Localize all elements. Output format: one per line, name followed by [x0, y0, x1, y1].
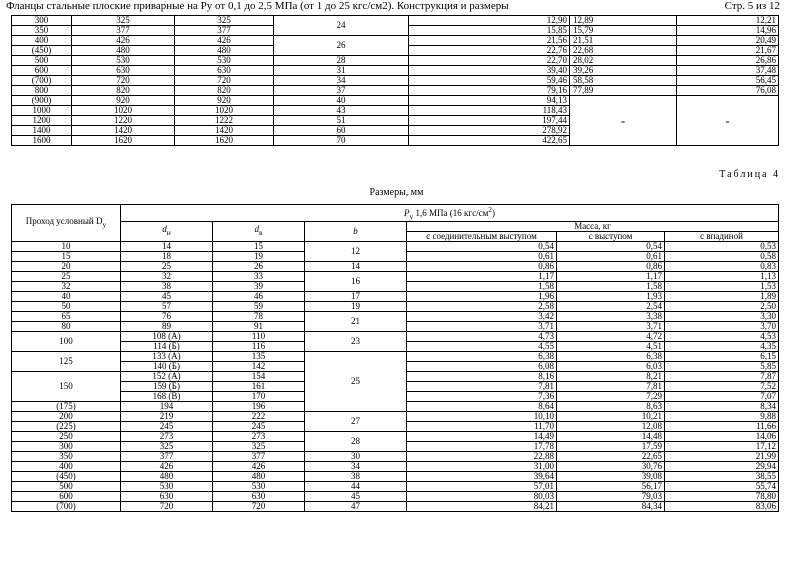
dv-cell: 142 — [213, 361, 305, 371]
mass-male-cell: 22,65 — [557, 451, 665, 461]
table-row — [12, 451, 779, 461]
dn-cell: 325 — [121, 441, 213, 451]
table-row — [12, 76, 779, 86]
dv-cell: 530 — [213, 481, 305, 491]
header-mass-male: с выступом — [557, 231, 665, 241]
dn-cell: 38 — [121, 281, 213, 291]
table-caption: Размеры, мм — [369, 187, 424, 198]
mass-male-cell: 79,03 — [557, 491, 665, 501]
mass-female-cell: 14,06 — [665, 431, 779, 441]
mass-female-cell: 21,99 — [665, 451, 779, 461]
table-row — [12, 331, 779, 341]
dv-cell: 273 — [213, 431, 305, 441]
dv-cell: 78 — [213, 311, 305, 321]
dn-cell: 377 — [121, 451, 213, 461]
mass-male-cell: 84,34 — [557, 501, 665, 511]
dv-cell: 426 — [175, 36, 274, 46]
mass-male-cell: 2,54 — [557, 301, 665, 311]
mass-raised-face-cell: 15,85 — [409, 26, 570, 36]
dn-cell: 76 — [121, 311, 213, 321]
dv-cell: 59 — [213, 301, 305, 311]
mass-raised-face-cell: 79,16 — [409, 86, 570, 96]
nominal-bore-cell: (450) — [12, 471, 121, 481]
mass-male-cell: 6,03 — [557, 361, 665, 371]
mass-female-cell: 83,06 — [665, 501, 779, 511]
table-number: Таблица 4 — [719, 169, 780, 180]
dn-cell: 530 — [72, 56, 175, 66]
b-cell: 12 — [305, 241, 407, 261]
dn-cell: 25 — [121, 261, 213, 271]
mass-male-cell: 12,89 — [570, 16, 677, 26]
mass-male-cell: 3,38 — [557, 311, 665, 321]
dn-cell: 133 (А) — [121, 351, 213, 361]
page-header — [0, 0, 793, 13]
b-cell: 34 — [305, 461, 407, 471]
mass-raised-face-cell: 1,58 — [407, 281, 557, 291]
mass-female-cell: 11,66 — [665, 421, 779, 431]
dv-cell: 480 — [213, 471, 305, 481]
header-mass: Масса, кг — [407, 221, 779, 231]
mass-raised-face-cell: 94,13 — [409, 96, 570, 106]
b-cell: 30 — [305, 451, 407, 461]
table-row — [12, 461, 779, 471]
dv-cell: 630 — [175, 66, 274, 76]
table-row — [12, 471, 779, 481]
nominal-bore-cell: (700) — [12, 76, 72, 86]
dn-cell: 108 (А) — [121, 331, 213, 341]
nominal-bore-cell: 1200 — [12, 116, 72, 126]
dn-cell: 426 — [72, 36, 175, 46]
mass-raised-face-cell: 3,71 — [407, 321, 557, 331]
dn-cell: 245 — [121, 421, 213, 431]
dn-cell: 1420 — [72, 126, 175, 136]
table-row — [12, 291, 779, 301]
b-cell: 60 — [274, 126, 409, 136]
dv-cell: 110 — [213, 331, 305, 341]
dn-cell: 1620 — [72, 136, 175, 146]
b-cell: 14 — [305, 261, 407, 271]
mass-male-cell: 6,38 — [557, 351, 665, 361]
dn-cell: 426 — [121, 461, 213, 471]
mass-raised-face-cell: 31,00 — [407, 461, 557, 471]
mass-raised-face-cell: 39,40 — [409, 66, 570, 76]
nominal-bore-cell: 300 — [12, 441, 121, 451]
nominal-bore-cell: 250 — [12, 431, 121, 441]
mass-male-cell: 4,72 — [557, 331, 665, 341]
mass-male-cell: 0,54 — [557, 241, 665, 251]
header-pressure: $P_у$ 1,6 МПа (16 кгс/$см^2$) — [121, 205, 779, 222]
flange-table-4 — [11, 204, 779, 512]
mass-raised-face-cell: 422,65 — [409, 136, 570, 146]
table-row — [12, 491, 779, 501]
header-dv: $d_в$ — [213, 221, 305, 241]
dn-cell: 273 — [121, 431, 213, 441]
mass-raised-face-cell: 14,49 — [407, 431, 557, 441]
nominal-bore-cell: 65 — [12, 311, 121, 321]
b-cell: 45 — [305, 491, 407, 501]
mass-raised-face-cell: 6,38 — [407, 351, 557, 361]
dn-cell: 1220 — [72, 116, 175, 126]
nominal-bore-cell: (700) — [12, 501, 121, 511]
dn-cell: 168 (В) — [121, 391, 213, 401]
dn-cell: 820 — [72, 86, 175, 96]
dv-cell: 820 — [175, 86, 274, 96]
mass-raised-face-cell: 22,76 — [409, 46, 570, 56]
b-cell: 25 — [305, 351, 407, 411]
dn-cell: 720 — [72, 76, 175, 86]
dv-cell: 135 — [213, 351, 305, 361]
dv-cell: 325 — [175, 16, 274, 26]
table-row — [12, 261, 779, 271]
mass-male-cell: 30,76 — [557, 461, 665, 471]
flange-table-continued — [11, 15, 779, 146]
mass-male-cell: 8,63 — [557, 401, 665, 411]
mass-female-cell: 7,87 — [665, 371, 779, 381]
dv-cell: 196 — [213, 401, 305, 411]
nominal-bore-cell: 400 — [12, 36, 72, 46]
nominal-bore-cell: 25 — [12, 271, 121, 281]
dv-cell: 920 — [175, 96, 274, 106]
b-cell: 44 — [305, 481, 407, 491]
nominal-bore-cell: (900) — [12, 96, 72, 106]
table-row — [12, 271, 779, 281]
mass-female-cell: 5,85 — [665, 361, 779, 371]
dn-cell: 480 — [72, 46, 175, 56]
mass-male-cell: - — [570, 96, 677, 146]
dn-cell: 630 — [72, 66, 175, 76]
dn-cell: 32 — [121, 271, 213, 281]
dv-cell: 161 — [213, 381, 305, 391]
dn-cell: 630 — [121, 491, 213, 501]
mass-female-cell: 9,88 — [665, 411, 779, 421]
mass-raised-face-cell: 22,70 — [409, 56, 570, 66]
nominal-bore-cell: 10 — [12, 241, 121, 251]
mass-female-cell: 0,58 — [665, 251, 779, 261]
nominal-bore-cell: (450) — [12, 46, 72, 56]
mass-female-cell: 1,89 — [665, 291, 779, 301]
page-number: Стр. 5 из 12 — [724, 0, 780, 12]
header-dn: $d_н$ — [121, 221, 213, 241]
nominal-bore-cell: 1600 — [12, 136, 72, 146]
nominal-bore-cell: 350 — [12, 26, 72, 36]
nominal-bore-cell: 600 — [12, 66, 72, 76]
dn-cell: 1020 — [72, 106, 175, 116]
dv-cell: 116 — [213, 341, 305, 351]
nominal-bore-cell: 50 — [12, 301, 121, 311]
mass-male-cell: 14,48 — [557, 431, 665, 441]
dn-cell: 219 — [121, 411, 213, 421]
dn-cell: 18 — [121, 251, 213, 261]
table-row — [12, 481, 779, 491]
b-cell: 37 — [274, 86, 409, 96]
nominal-bore-cell: 20 — [12, 261, 121, 271]
b-cell: 19 — [305, 301, 407, 311]
mass-male-cell: 3,71 — [557, 321, 665, 331]
mass-male-cell: 28,02 — [570, 56, 677, 66]
mass-male-cell: 8,21 — [557, 371, 665, 381]
dv-cell: 377 — [175, 26, 274, 36]
header-mass-female: с впадиной — [665, 231, 779, 241]
dn-cell: 152 (А) — [121, 371, 213, 381]
mass-female-cell: 38,55 — [665, 471, 779, 481]
nominal-bore-cell: 150 — [12, 371, 121, 401]
mass-male-cell: 22,68 — [570, 46, 677, 56]
mass-female-cell: 78,80 — [665, 491, 779, 501]
mass-female-cell: 37,48 — [677, 66, 779, 76]
mass-male-cell: 39,08 — [557, 471, 665, 481]
mass-raised-face-cell: 3,42 — [407, 311, 557, 321]
table-row — [12, 96, 779, 106]
nominal-bore-cell: 400 — [12, 461, 121, 471]
mass-female-cell: 1,13 — [665, 271, 779, 281]
dn-cell: 920 — [72, 96, 175, 106]
mass-male-cell: 77,89 — [570, 86, 677, 96]
mass-female-cell: 6,15 — [665, 351, 779, 361]
mass-raised-face-cell: 1,96 — [407, 291, 557, 301]
mass-female-cell: 8,34 — [665, 401, 779, 411]
mass-male-cell: 12,08 — [557, 421, 665, 431]
b-cell: 17 — [305, 291, 407, 301]
nominal-bore-cell: (175) — [12, 401, 121, 411]
header-mass-raised-face: с соединительным выступом — [407, 231, 557, 241]
mass-raised-face-cell: 11,70 — [407, 421, 557, 431]
mass-male-cell: 10,21 — [557, 411, 665, 421]
mass-female-cell: 26,86 — [677, 56, 779, 66]
dv-cell: 530 — [175, 56, 274, 66]
nominal-bore-cell: 300 — [12, 16, 72, 26]
document-title: Фланцы стальные плоские приварные на Ру от 0,1 до 2,5 МПа (от 1 до 25 кгс/см2). Конструкция и размеры — [6, 0, 509, 12]
mass-raised-face-cell: 22,88 — [407, 451, 557, 461]
mass-female-cell: 4,53 — [665, 331, 779, 341]
dn-cell: 377 — [72, 26, 175, 36]
dn-cell: 89 — [121, 321, 213, 331]
dn-cell: 159 (Б) — [121, 381, 213, 391]
dn-cell: 45 — [121, 291, 213, 301]
mass-raised-face-cell: 0,61 — [407, 251, 557, 261]
mass-raised-face-cell: 59,46 — [409, 76, 570, 86]
dn-cell: 114 (Б) — [121, 341, 213, 351]
dn-cell: 325 — [72, 16, 175, 26]
mass-female-cell: 7,07 — [665, 391, 779, 401]
mass-female-cell: 12,21 — [677, 16, 779, 26]
mass-male-cell: 0,86 — [557, 261, 665, 271]
nominal-bore-cell: (225) — [12, 421, 121, 431]
dn-cell: 480 — [121, 471, 213, 481]
nominal-bore-cell: 80 — [12, 321, 121, 331]
mass-raised-face-cell: 197,44 — [409, 116, 570, 126]
dv-cell: 1420 — [175, 126, 274, 136]
table-row — [12, 501, 779, 511]
mass-female-cell: 0,83 — [665, 261, 779, 271]
table-row — [12, 351, 779, 361]
mass-male-cell: 1,93 — [557, 291, 665, 301]
dn-cell: 14 — [121, 241, 213, 251]
dv-cell: 33 — [213, 271, 305, 281]
mass-female-cell: 76,08 — [677, 86, 779, 96]
mass-male-cell: 1,17 — [557, 271, 665, 281]
mass-raised-face-cell: 4,73 — [407, 331, 557, 341]
mass-male-cell: 58,58 — [570, 76, 677, 86]
nominal-bore-cell: 32 — [12, 281, 121, 291]
dv-cell: 1222 — [175, 116, 274, 126]
mass-female-cell: 1,53 — [665, 281, 779, 291]
table-row — [12, 301, 779, 311]
table-row — [12, 66, 779, 76]
table-row — [12, 36, 779, 46]
mass-female-cell: 20,49 — [677, 36, 779, 46]
mass-male-cell: 0,61 — [557, 251, 665, 261]
mass-female-cell: 56,45 — [677, 76, 779, 86]
mass-raised-face-cell: 4,55 — [407, 341, 557, 351]
table-row — [12, 56, 779, 66]
b-cell: 27 — [305, 411, 407, 431]
b-cell: 31 — [274, 66, 409, 76]
mass-female-cell: 4,35 — [665, 341, 779, 351]
b-cell: 16 — [305, 271, 407, 291]
mass-male-cell: 15,79 — [570, 26, 677, 36]
dv-cell: 1020 — [175, 106, 274, 116]
mass-raised-face-cell: 0,86 — [407, 261, 557, 271]
dv-cell: 19 — [213, 251, 305, 261]
dv-cell: 1620 — [175, 136, 274, 146]
mass-male-cell: 7,81 — [557, 381, 665, 391]
b-cell: 23 — [305, 331, 407, 351]
mass-raised-face-cell: 6,08 — [407, 361, 557, 371]
mass-raised-face-cell: 80,03 — [407, 491, 557, 501]
dv-cell: 377 — [213, 451, 305, 461]
b-cell: 40 — [274, 96, 409, 106]
mass-female-cell: 3,70 — [665, 321, 779, 331]
dv-cell: 170 — [213, 391, 305, 401]
dn-cell: 194 — [121, 401, 213, 411]
nominal-bore-cell: 40 — [12, 291, 121, 301]
table-row — [12, 311, 779, 321]
dn-cell: 140 (Б) — [121, 361, 213, 371]
nominal-bore-cell: 1400 — [12, 126, 72, 136]
b-cell: 28 — [305, 431, 407, 451]
table-row — [12, 241, 779, 251]
dv-cell: 720 — [213, 501, 305, 511]
header-b: b — [305, 221, 407, 241]
dv-cell: 720 — [175, 76, 274, 86]
mass-female-cell: 21,67 — [677, 46, 779, 56]
b-cell: 24 — [274, 16, 409, 36]
mass-female-cell: 0,53 — [665, 241, 779, 251]
dv-cell: 154 — [213, 371, 305, 381]
mass-male-cell: 7,29 — [557, 391, 665, 401]
b-cell: 26 — [274, 36, 409, 56]
dv-cell: 26 — [213, 261, 305, 271]
nominal-bore-cell: 125 — [12, 351, 121, 371]
dv-cell: 325 — [213, 441, 305, 451]
mass-raised-face-cell: 8,64 — [407, 401, 557, 411]
mass-raised-face-cell: 17,78 — [407, 441, 557, 451]
mass-male-cell: 1,58 — [557, 281, 665, 291]
mass-male-cell: 4,51 — [557, 341, 665, 351]
table-row — [12, 86, 779, 96]
mass-female-cell: 7,52 — [665, 381, 779, 391]
nominal-bore-cell: 1000 — [12, 106, 72, 116]
mass-raised-face-cell: 12,90 — [409, 16, 570, 26]
b-cell: 34 — [274, 76, 409, 86]
dv-cell: 222 — [213, 411, 305, 421]
table-row — [12, 411, 779, 421]
dv-cell: 39 — [213, 281, 305, 291]
b-cell: 47 — [305, 501, 407, 511]
mass-female-cell: 17,12 — [665, 441, 779, 451]
nominal-bore-cell: 15 — [12, 251, 121, 261]
b-cell: 51 — [274, 116, 409, 126]
table-row — [12, 431, 779, 441]
nominal-bore-cell: 800 — [12, 86, 72, 96]
mass-male-cell: 17,59 — [557, 441, 665, 451]
nominal-bore-cell: 200 — [12, 411, 121, 421]
mass-female-cell: 55,74 — [665, 481, 779, 491]
dv-cell: 480 — [175, 46, 274, 56]
dv-cell: 46 — [213, 291, 305, 301]
mass-raised-face-cell: 0,54 — [407, 241, 557, 251]
header-nominal-bore: Проход условный $D_у$ — [12, 205, 121, 242]
b-cell: 28 — [274, 56, 409, 66]
mass-male-cell: 39,26 — [570, 66, 677, 76]
dv-cell: 15 — [213, 241, 305, 251]
dn-cell: 57 — [121, 301, 213, 311]
b-cell: 70 — [274, 136, 409, 146]
mass-female-cell: - — [677, 96, 779, 146]
dv-cell: 245 — [213, 421, 305, 431]
mass-raised-face-cell: 57,01 — [407, 481, 557, 491]
dv-cell: 630 — [213, 491, 305, 501]
nominal-bore-cell: 500 — [12, 481, 121, 491]
mass-female-cell: 2,50 — [665, 301, 779, 311]
mass-raised-face-cell: 1,17 — [407, 271, 557, 281]
mass-raised-face-cell: 7,36 — [407, 391, 557, 401]
nominal-bore-cell: 600 — [12, 491, 121, 501]
nominal-bore-cell: 100 — [12, 331, 121, 351]
mass-raised-face-cell: 278,92 — [409, 126, 570, 136]
b-cell: 38 — [305, 471, 407, 481]
mass-raised-face-cell: 118,43 — [409, 106, 570, 116]
nominal-bore-cell: 500 — [12, 56, 72, 66]
dn-cell: 720 — [121, 501, 213, 511]
dv-cell: 91 — [213, 321, 305, 331]
mass-male-cell: 21,51 — [570, 36, 677, 46]
table-row — [12, 16, 779, 26]
mass-female-cell: 14,96 — [677, 26, 779, 36]
mass-raised-face-cell: 8,16 — [407, 371, 557, 381]
mass-male-cell: 56,17 — [557, 481, 665, 491]
nominal-bore-cell: 350 — [12, 451, 121, 461]
mass-female-cell: 3,30 — [665, 311, 779, 321]
dn-cell: 530 — [121, 481, 213, 491]
mass-raised-face-cell: 39,64 — [407, 471, 557, 481]
mass-raised-face-cell: 2,58 — [407, 301, 557, 311]
mass-raised-face-cell: 84,21 — [407, 501, 557, 511]
b-cell: 21 — [305, 311, 407, 331]
mass-raised-face-cell: 10,10 — [407, 411, 557, 421]
mass-raised-face-cell: 21,56 — [409, 36, 570, 46]
b-cell: 43 — [274, 106, 409, 116]
mass-female-cell: 29,94 — [665, 461, 779, 471]
dv-cell: 426 — [213, 461, 305, 471]
mass-raised-face-cell: 7,81 — [407, 381, 557, 391]
